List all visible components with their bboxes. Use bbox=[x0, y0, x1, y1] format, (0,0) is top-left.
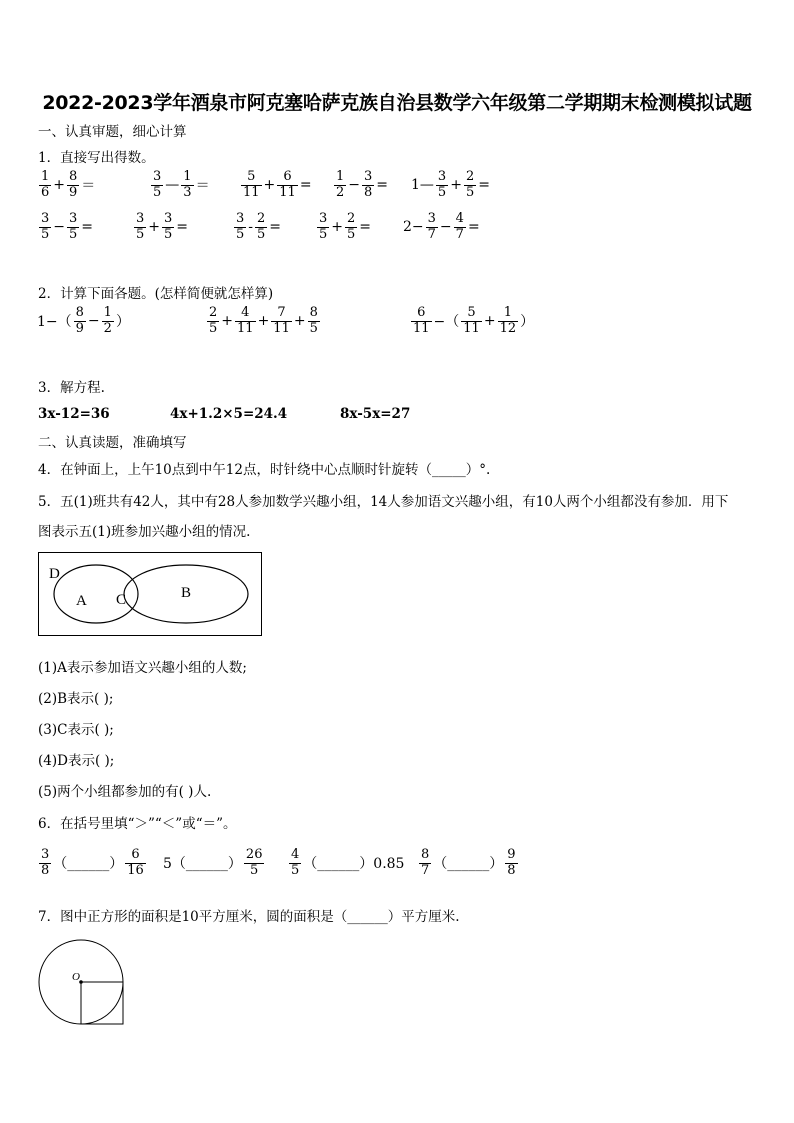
operator: + bbox=[483, 313, 496, 330]
fraction bbox=[461, 306, 482, 337]
denominator: 5 bbox=[250, 862, 259, 878]
numerator: 6 bbox=[417, 305, 426, 320]
q5-sub2: (2)B表示( ); bbox=[38, 691, 114, 707]
denominator: 6 bbox=[41, 184, 50, 200]
operator: ） bbox=[520, 314, 535, 331]
denominator: 5 bbox=[136, 226, 145, 242]
q6-item1 bbox=[38, 848, 147, 879]
q1-r2-item5 bbox=[402, 212, 481, 243]
q6-item3 bbox=[288, 848, 405, 879]
fraction bbox=[464, 170, 476, 201]
denominator: 11 bbox=[237, 320, 254, 336]
denominator: 8 bbox=[507, 862, 516, 878]
numerator: 6 bbox=[131, 847, 140, 862]
denominator: 5 bbox=[41, 226, 50, 242]
operator: ＝ bbox=[195, 178, 210, 195]
fraction bbox=[505, 848, 517, 879]
denominator: 2 bbox=[336, 184, 345, 200]
denominator: 11 bbox=[463, 320, 480, 336]
q5-sub1: (1)A表示参加语文兴趣小组的人数; bbox=[38, 660, 247, 676]
q5-sub3: (3)C表示( ); bbox=[38, 722, 114, 738]
q2-item2 bbox=[206, 306, 321, 337]
fraction bbox=[454, 212, 466, 243]
fraction bbox=[255, 212, 267, 243]
operator: = bbox=[467, 219, 480, 236]
numerator: 3 bbox=[69, 211, 78, 226]
fraction bbox=[234, 212, 246, 243]
q1-r1-item5 bbox=[410, 170, 491, 201]
numerator: 8 bbox=[69, 169, 78, 184]
numerator: 3 bbox=[319, 211, 328, 226]
fraction bbox=[67, 212, 79, 243]
operator: = bbox=[299, 177, 312, 194]
q7-label: 7．图中正方形的面积是10平方厘米，圆的面积是（______）平方厘米. bbox=[38, 909, 460, 925]
operator: + bbox=[331, 219, 344, 236]
venn-label-d: D bbox=[49, 566, 60, 582]
numerator: 2 bbox=[347, 211, 356, 226]
denominator: 7 bbox=[421, 862, 430, 878]
venn-label-b: B bbox=[181, 585, 192, 601]
denominator: 5 bbox=[319, 226, 328, 242]
venn-diagram bbox=[38, 552, 262, 636]
fraction bbox=[134, 212, 146, 243]
operator: ） bbox=[115, 314, 130, 331]
numerator: 6 bbox=[283, 169, 292, 184]
denominator: 5 bbox=[347, 226, 356, 242]
operator: + bbox=[221, 313, 234, 330]
operator: + bbox=[293, 313, 306, 330]
numerator: 5 bbox=[247, 169, 256, 184]
numerator: 1 bbox=[103, 305, 112, 320]
denominator: 8 bbox=[41, 862, 50, 878]
q2-item3 bbox=[410, 306, 535, 337]
fraction bbox=[345, 212, 357, 243]
operator: = bbox=[376, 177, 389, 194]
denominator: 5 bbox=[236, 226, 245, 242]
q3-eq2: 4x+1.2×5=24.4 bbox=[170, 406, 288, 422]
operator: 1— bbox=[411, 177, 434, 194]
fraction bbox=[39, 848, 51, 879]
fraction bbox=[39, 170, 51, 201]
numerator: 1 bbox=[183, 169, 192, 184]
denominator: 5 bbox=[465, 184, 475, 200]
numerator: 3 bbox=[437, 169, 447, 184]
fraction bbox=[289, 848, 301, 879]
fraction bbox=[125, 848, 146, 879]
numerator: 3 bbox=[41, 847, 50, 862]
fraction bbox=[271, 306, 292, 337]
q2-item1 bbox=[36, 306, 131, 337]
q1-r1-item4 bbox=[333, 170, 389, 201]
q1-r2-item3 bbox=[233, 212, 282, 243]
numerator: 1 bbox=[503, 305, 512, 320]
denominator: 11 bbox=[279, 184, 296, 200]
denominator: 8 bbox=[364, 184, 373, 200]
denominator: 7 bbox=[455, 226, 464, 242]
denominator: 3 bbox=[183, 184, 192, 200]
operator: = bbox=[81, 219, 94, 236]
fraction bbox=[334, 170, 346, 201]
operator: = bbox=[478, 177, 490, 194]
circle-square-figure bbox=[36, 938, 132, 1030]
numerator: 4 bbox=[455, 211, 464, 226]
denominator: 5 bbox=[153, 184, 162, 200]
numerator: 9 bbox=[507, 847, 516, 862]
q4-text: 4．在钟面上，上午10点到中午12点，时针绕中心点顺时针旋转（_____）°. bbox=[38, 462, 491, 478]
fraction bbox=[74, 306, 86, 337]
operator: 5（______） bbox=[163, 856, 242, 873]
denominator: 9 bbox=[75, 320, 84, 336]
denominator: 16 bbox=[127, 862, 144, 878]
operator: （______）0.85 bbox=[303, 856, 405, 873]
numerator: 3 bbox=[164, 211, 173, 226]
operator: （______） bbox=[53, 856, 124, 873]
q5-sub4: (4)D表示( ); bbox=[38, 753, 115, 769]
fraction bbox=[308, 306, 320, 337]
q1-r2-item1 bbox=[38, 212, 94, 243]
denominator: 5 bbox=[257, 226, 266, 242]
denominator: 9 bbox=[69, 184, 78, 200]
q1-r2-item2 bbox=[133, 212, 189, 243]
fraction bbox=[277, 170, 298, 201]
q3-eq3: 8x-5x=27 bbox=[340, 406, 411, 422]
numerator: 2 bbox=[257, 211, 266, 226]
fraction bbox=[426, 212, 438, 243]
numerator: 1 bbox=[41, 169, 50, 184]
fraction bbox=[419, 848, 431, 879]
denominator: 12 bbox=[499, 320, 517, 336]
numerator: 8 bbox=[309, 305, 318, 320]
numerator: 1 bbox=[336, 169, 345, 184]
operator: = bbox=[176, 219, 189, 236]
operator: = bbox=[269, 219, 282, 236]
operator: （______） bbox=[433, 856, 504, 873]
operator: − bbox=[53, 219, 66, 236]
denominator: 5 bbox=[309, 320, 318, 336]
q6-item2 bbox=[162, 848, 265, 879]
numerator: 2 bbox=[209, 305, 218, 320]
q3-eq1: 3x-12=36 bbox=[38, 406, 110, 422]
operator: − bbox=[348, 177, 361, 194]
section-2-heading: 二、认真读题，准确填写 bbox=[38, 435, 187, 451]
q6-item4 bbox=[418, 848, 519, 879]
operator: + bbox=[53, 177, 66, 194]
numerator: 3 bbox=[153, 169, 162, 184]
numerator: 3 bbox=[136, 211, 145, 226]
q6-label: 6．在括号里填“＞”“＜”或“＝”。 bbox=[38, 816, 237, 832]
denominator: 11 bbox=[243, 184, 260, 200]
numerator: 4 bbox=[241, 305, 250, 320]
numerator: 8 bbox=[75, 305, 84, 320]
denominator: 5 bbox=[164, 226, 173, 242]
fraction bbox=[181, 170, 193, 201]
fraction bbox=[207, 306, 219, 337]
operator: + bbox=[257, 313, 270, 330]
denominator: 11 bbox=[273, 320, 290, 336]
operator: 1−（ bbox=[37, 314, 72, 331]
square-shape bbox=[81, 982, 123, 1024]
numerator: 5 bbox=[467, 305, 476, 320]
page-title: 2022-2023学年酒泉市阿克塞哈萨克族自治县数学六年级第二学期期末检测模拟试题 bbox=[42, 92, 752, 114]
q5-line2: 图表示五(1)班参加兴趣小组的情况. bbox=[38, 524, 251, 540]
q1-r2-item4 bbox=[316, 212, 372, 243]
fraction bbox=[39, 212, 51, 243]
numerator: 3 bbox=[364, 169, 373, 184]
operator: −（ bbox=[433, 314, 460, 331]
q5-line1: 5．五(1)班共有42人，其中有28人参加数学兴趣小组，14人参加语文兴趣小组，有10人两个小组都没有参加．用下 bbox=[38, 494, 729, 510]
numerator: 2 bbox=[465, 169, 475, 184]
numerator: 8 bbox=[421, 847, 430, 862]
fraction bbox=[436, 170, 448, 201]
denominator: 5 bbox=[69, 226, 78, 242]
fraction bbox=[162, 212, 174, 243]
operator: + bbox=[450, 177, 462, 194]
denominator: 2 bbox=[103, 320, 112, 336]
q1-r1-item1 bbox=[38, 170, 96, 201]
operator: + bbox=[148, 219, 161, 236]
denominator: 11 bbox=[413, 320, 430, 336]
section-1-heading: 一、认真审题，细心计算 bbox=[38, 124, 187, 140]
fraction bbox=[241, 170, 262, 201]
operator: − bbox=[439, 219, 452, 236]
operator: — bbox=[165, 177, 180, 194]
denominator: 7 bbox=[427, 226, 436, 242]
fraction bbox=[235, 306, 256, 337]
operator: = bbox=[359, 219, 372, 236]
numerator: 3 bbox=[41, 211, 50, 226]
operator: ＝ bbox=[81, 178, 96, 195]
q5-sub5: (5)两个小组都参加的有( )人. bbox=[38, 784, 212, 800]
denominator: 5 bbox=[209, 320, 218, 336]
fraction bbox=[67, 170, 79, 201]
operator: 2− bbox=[403, 219, 424, 236]
fraction bbox=[498, 306, 519, 337]
operator: + bbox=[263, 177, 276, 194]
fraction bbox=[244, 848, 265, 879]
venn-label-a: A bbox=[76, 593, 87, 609]
q1-r1-item3 bbox=[240, 170, 313, 201]
numerator: 7 bbox=[277, 305, 286, 320]
q1-r1-item2 bbox=[150, 170, 211, 201]
fraction bbox=[411, 306, 432, 337]
denominator: 5 bbox=[437, 184, 447, 200]
numerator: 3 bbox=[236, 211, 245, 226]
numerator: 26 bbox=[245, 847, 263, 862]
center-label: O bbox=[72, 971, 80, 983]
fraction bbox=[317, 212, 329, 243]
numerator: 3 bbox=[427, 211, 436, 226]
venn-label-c: C bbox=[116, 592, 127, 608]
operator: − bbox=[87, 313, 100, 330]
fraction bbox=[362, 170, 374, 201]
fraction bbox=[151, 170, 163, 201]
denominator: 5 bbox=[291, 862, 300, 878]
operator: - bbox=[248, 219, 254, 236]
numerator: 4 bbox=[291, 847, 300, 862]
q1-label: 1．直接写出得数。 bbox=[38, 150, 155, 166]
fraction bbox=[102, 306, 114, 337]
q2-label: 2．计算下面各题。(怎样简便就怎样算) bbox=[38, 286, 274, 302]
q3-label: 3．解方程. bbox=[38, 380, 105, 396]
